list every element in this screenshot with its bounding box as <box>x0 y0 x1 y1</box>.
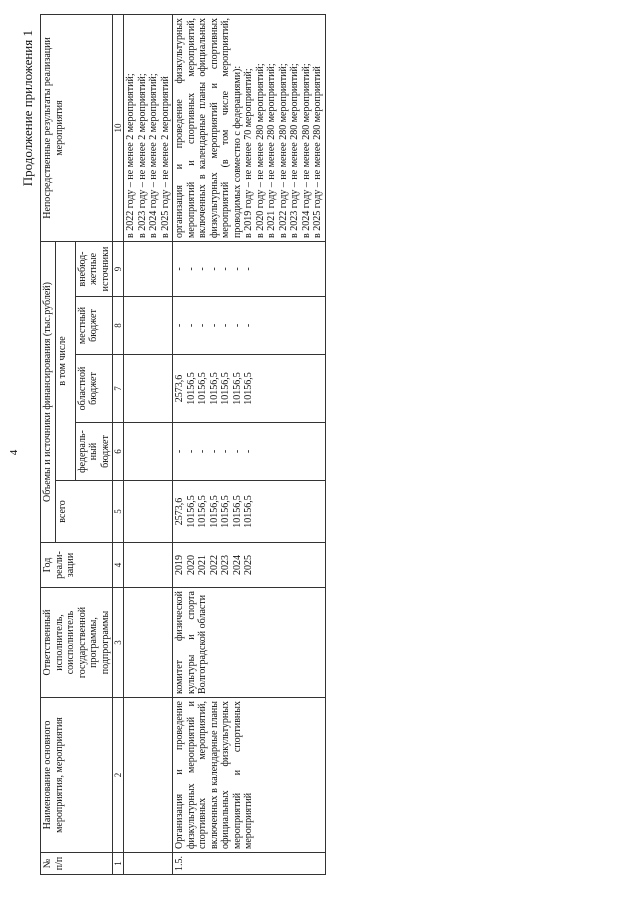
row-total <box>173 481 326 543</box>
result-line: в 2020 году – не менее 280 мероприятий; <box>254 63 266 238</box>
total-value: 10156,5 <box>231 495 243 528</box>
year-value: 2025 <box>243 555 255 575</box>
federal-value: - <box>174 449 186 454</box>
result-line: организация и проведение физкультурных мероприятий и спортивных мероприятий, включенных в календарные планы официальных физкультурных мероприятий и спортивных мероприятий (в том числе мероприятий, проводимых совместно с федерациями): <box>174 17 243 238</box>
total-value: 2573,6 <box>174 497 186 526</box>
header-local: местный бюджет <box>75 297 113 355</box>
header-no: № п/п <box>41 853 113 875</box>
regional-value: 10156,5 <box>231 372 243 405</box>
header-federal: федераль-ный бюджет <box>75 423 113 481</box>
year-value: 2024 <box>231 555 243 575</box>
continuation-label: Продолжение приложения 1 <box>20 30 35 187</box>
col-number: 7 <box>113 355 124 423</box>
local-value: - <box>174 323 186 328</box>
result-line: в 2024 году – не менее 2 мероприятий; <box>148 73 160 238</box>
local-value: - <box>220 323 232 328</box>
col-number: 9 <box>113 241 124 296</box>
total-value: 10156,5 <box>243 495 255 528</box>
row-name: Организация и проведение физкультурных мероприятий и спортивных мероприятий, включенных в календарные планы официальных физкультурных мероприятий и спортивных мероприятий <box>173 698 326 853</box>
total-value: 10156,5 <box>197 495 209 528</box>
extra-value: - <box>174 267 186 271</box>
row-federal <box>173 423 326 481</box>
col-number: 4 <box>113 543 124 588</box>
extra-value: - <box>197 267 209 271</box>
row-extra <box>173 241 326 296</box>
regional-value: 2573,6 <box>174 374 186 403</box>
extra-value: - <box>243 267 255 271</box>
year-value: 2020 <box>185 555 197 575</box>
header-funding: Объемы и источники финансирования (тыс.рублей) <box>41 241 56 542</box>
regional-value: 10156,5 <box>197 372 209 405</box>
extra-value: - <box>185 267 197 271</box>
local-value: - <box>197 323 209 328</box>
federal-value: - <box>185 449 197 454</box>
total-value: 10156,5 <box>220 495 232 528</box>
col-number: 10 <box>113 14 124 241</box>
year-value: 2023 <box>220 555 232 575</box>
result-line: в 2023 году – не менее 280 мероприятий; <box>289 63 301 238</box>
year-value: 2022 <box>208 555 220 575</box>
local-value: - <box>231 323 243 328</box>
result-line: в 2025 году – не менее 280 мероприятий <box>312 66 324 238</box>
federal-value: - <box>231 449 243 454</box>
col-number: 8 <box>113 297 124 355</box>
row-results <box>173 14 326 241</box>
table-row-continuation <box>124 14 173 874</box>
total-value: 10156,5 <box>208 495 220 528</box>
header-regional: областной бюджет <box>75 355 113 423</box>
result-line: в 2023 году – не менее 2 мероприятий; <box>136 73 148 238</box>
result-line: в 2022 году – не менее 2 мероприятий; <box>125 73 137 238</box>
local-value: - <box>243 323 255 328</box>
regional-value: 10156,5 <box>208 372 220 405</box>
program-table <box>40 14 326 875</box>
year-value: 2019 <box>174 555 186 575</box>
page-number: 4 <box>8 449 20 456</box>
year-value: 2021 <box>197 555 209 575</box>
prev-results-cell <box>124 14 173 241</box>
col-number: 2 <box>113 698 124 853</box>
federal-value: - <box>208 449 220 454</box>
col-number: 1 <box>113 853 124 875</box>
federal-value: - <box>243 449 255 454</box>
result-line: в 2019 году – не менее 70 мероприятий; <box>243 68 255 238</box>
header-responsible: Ответственный исполнитель, соисполнитель государственной программы, подпрограммы <box>41 588 113 698</box>
total-value: 10156,5 <box>185 495 197 528</box>
header-year: Год реали-зации <box>41 543 113 588</box>
extra-value: - <box>208 267 220 271</box>
federal-value: - <box>220 449 232 454</box>
header-results: Непосредственные результаты реализации мероприятия <box>41 14 113 241</box>
row-number: 1.5. <box>173 853 326 875</box>
result-line: в 2024 году – не менее 280 мероприятий; <box>300 63 312 238</box>
result-line: в 2025 году – не менее 2 мероприятий <box>159 76 171 238</box>
table-row <box>173 14 326 874</box>
row-local <box>173 297 326 355</box>
regional-value: 10156,5 <box>220 372 232 405</box>
result-line: в 2022 году – не менее 280 мероприятий; <box>277 63 289 238</box>
local-value: - <box>185 323 197 328</box>
extra-value: - <box>220 267 232 271</box>
column-numbers-row <box>113 14 124 874</box>
header-total: всего <box>55 481 113 543</box>
col-number: 3 <box>113 588 124 698</box>
header-including: в том числе <box>55 241 75 480</box>
row-years <box>173 543 326 588</box>
header-name: Наименование основного мероприятия, мероприятия <box>41 698 113 853</box>
row-responsible: комитет физической культуры и спорта Волгоградской области <box>173 588 326 698</box>
row-regional <box>173 355 326 423</box>
federal-value: - <box>197 449 209 454</box>
regional-value: 10156,5 <box>185 372 197 405</box>
col-number: 5 <box>113 481 124 543</box>
extra-value: - <box>231 267 243 271</box>
col-number: 6 <box>113 423 124 481</box>
regional-value: 10156,5 <box>243 372 255 405</box>
local-value: - <box>208 323 220 328</box>
result-line: в 2021 году – не менее 280 мероприятий; <box>266 63 278 238</box>
header-extra: внебюд-жетные источники <box>75 241 113 296</box>
